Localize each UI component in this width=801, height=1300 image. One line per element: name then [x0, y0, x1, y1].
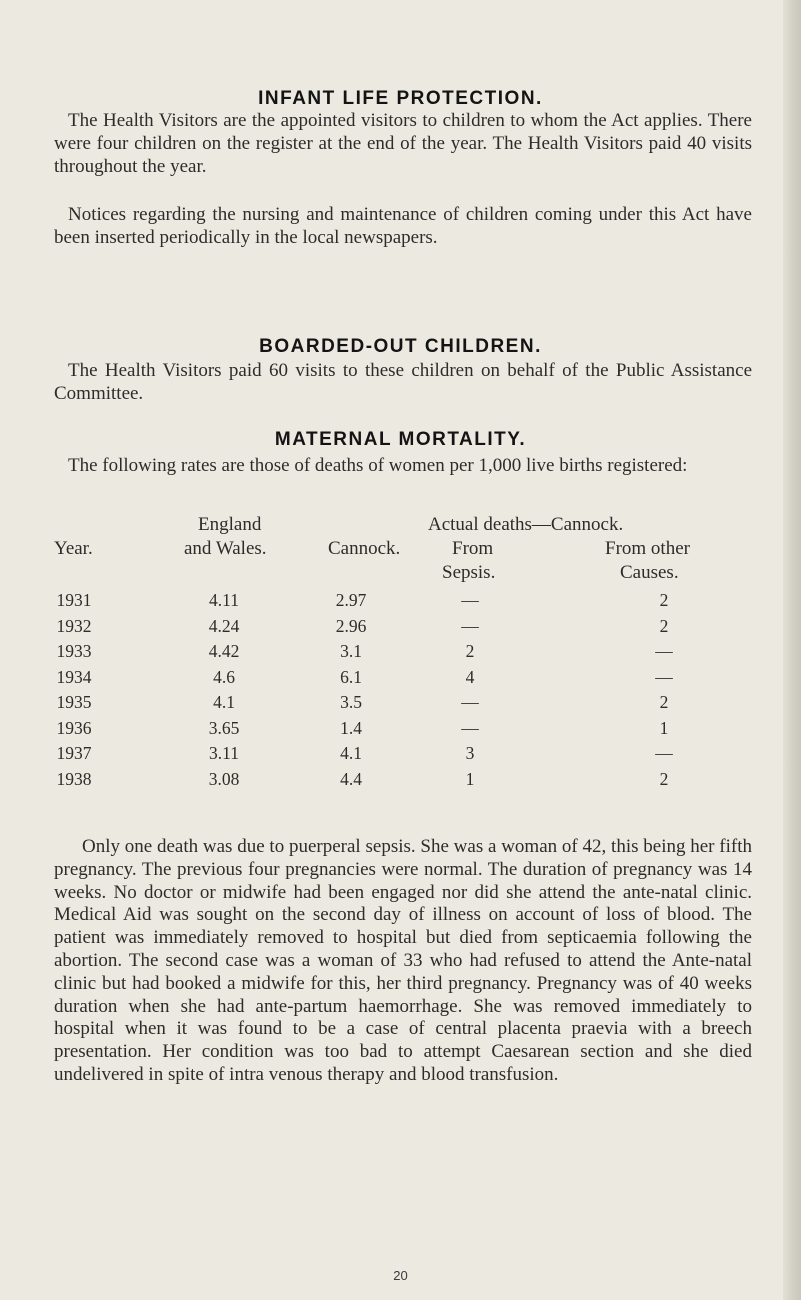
- cell-cannock: 3.1: [340, 641, 362, 661]
- cell-cannock: 1.4: [340, 717, 362, 738]
- cell-sepsis: —: [461, 590, 479, 610]
- boarded-out-children-heading: BOARDED-OUT CHILDREN.: [259, 336, 542, 357]
- infant-life-protection-heading: INFANT LIFE PROTECTION.: [258, 88, 543, 109]
- cell-sepsis: —: [461, 615, 479, 636]
- cell-cannock: 2.96: [335, 615, 367, 636]
- cell-sepsis: —: [461, 717, 479, 738]
- cell-sepsis: 1: [465, 768, 475, 789]
- header-sepsis: Sepsis.: [442, 562, 496, 583]
- cell-england: 4.1: [213, 692, 235, 712]
- cell-year: 1933: [56, 641, 92, 661]
- cell-other: 2: [659, 590, 669, 610]
- cell-england: 3.65: [208, 717, 240, 738]
- cell-cannock: 2.97: [335, 590, 367, 610]
- infant-paragraph-2: Notices regarding the nursing and maintenance of children coming under this Act have been inserted periodically in the local newspapers.: [54, 204, 752, 248]
- cell-other: 2: [659, 692, 669, 712]
- maternal-narrative: Only one death was due to puerperal sepsis. She was a woman of 42, this being her fifth pregnancy. The previous four pregnancies were normal. The duration of pregnancy was 14 weeks. No doctor or midwife had been engaged nor did she attend the ante-natal clinic. Medical Aid was sought on the second day of illness on account of loss of blood. The patient was immediately removed to hospital but died from septicaemia following the abortion. The second case was a woman of 33 who had refused to attend the Ante-natal clinic but had booked a midwife for this, her third pregnancy. Pregnancy was of 40 weeks duration when she had ante-partum haemorrhage. She was removed immediately to hospital when it was found to be a case of central placenta praevia with a breech presentation. Her condition was too bad to attempt Caesarean section and she died undelivered in spite of intra venous therapy and blood transfusion.: [54, 836, 752, 1085]
- cell-year: 1935: [56, 692, 92, 712]
- header-actual-deaths: Actual deaths—Cannock.: [428, 514, 624, 535]
- header-england: England: [198, 514, 262, 535]
- cell-sepsis: 2: [465, 641, 475, 661]
- cell-england: 4.42: [208, 641, 240, 661]
- cell-other: —: [655, 666, 673, 687]
- cell-sepsis: 4: [465, 666, 475, 687]
- cell-year: 1938: [56, 768, 92, 789]
- cell-england: 3.08: [208, 768, 240, 789]
- cell-year: 1931: [56, 590, 92, 610]
- page-edge-shadow: [783, 0, 801, 1300]
- header-and-wales: and Wales.: [184, 538, 267, 559]
- cell-sepsis: 3: [465, 743, 475, 763]
- header-cannock: Cannock.: [328, 538, 401, 559]
- cell-sepsis: —: [461, 692, 479, 712]
- cell-year: 1937: [56, 743, 92, 763]
- infant-paragraph-1: The Health Visitors are the appointed visitors to children to whom the Act applies. There were four children on the register at the end of the year. The Health Visitors paid 40 visits throughout the year.: [54, 110, 752, 177]
- page-number: 20: [393, 1268, 408, 1283]
- cell-year: 1934: [56, 666, 92, 687]
- header-from-other: From other: [605, 538, 690, 559]
- cell-england: 3.11: [209, 743, 239, 763]
- cell-cannock: 6.1: [340, 666, 362, 687]
- cell-other: 2: [659, 768, 669, 789]
- header-causes: Causes.: [620, 562, 679, 583]
- maternal-intro: The following rates are those of deaths of women per 1,000 live births registered:: [68, 455, 688, 476]
- cell-other: —: [655, 743, 673, 763]
- cell-england: 4.11: [209, 590, 239, 610]
- cell-cannock: 4.4: [340, 768, 362, 789]
- cell-other: 2: [659, 615, 669, 636]
- cell-cannock: 3.5: [340, 692, 362, 712]
- maternal-mortality-table: [54, 508, 752, 813]
- boarded-paragraph: The Health Visitors paid 60 visits to these children on behalf of the Public Assistance Committee.: [54, 360, 752, 404]
- header-from: From: [452, 538, 494, 559]
- maternal-mortality-heading: MATERNAL MORTALITY.: [274, 429, 527, 450]
- cell-england: 4.6: [213, 666, 235, 687]
- cell-cannock: 4.1: [340, 743, 362, 763]
- cell-year: 1936: [56, 717, 92, 738]
- header-year: Year.: [54, 538, 93, 559]
- cell-other: —: [655, 641, 673, 661]
- cell-england: 4.24: [208, 615, 240, 636]
- cell-year: 1932: [56, 615, 92, 636]
- cell-other: 1: [659, 717, 669, 738]
